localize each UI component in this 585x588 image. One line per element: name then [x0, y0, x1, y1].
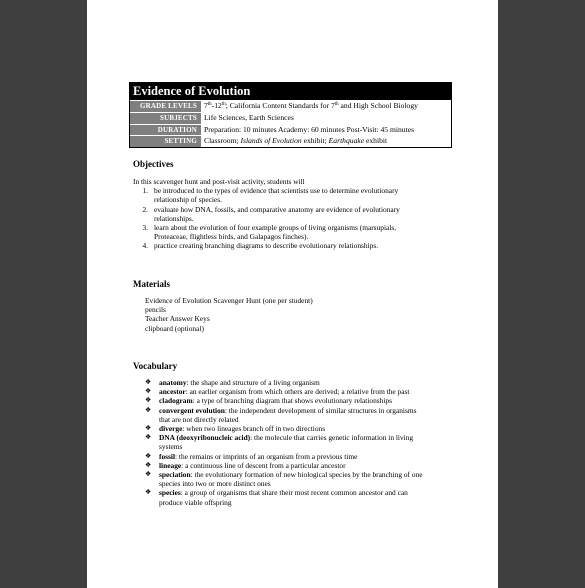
vocab-term: ancestor: [159, 387, 186, 397]
vocab-term: fossil: [159, 451, 176, 461]
objective-text: [154, 223, 396, 241]
vocab-line: produce viable offspring: [159, 497, 232, 507]
objective-number: 4.: [142, 241, 148, 251]
info-value: Classroom; Islands of Evolution exhibit; Earthquake exhibit: [204, 136, 388, 146]
document-page: [87, 0, 498, 588]
info-value: 7th-12th; California Content Standards for 7th and High School Biology: [204, 101, 418, 110]
vocab-item: [145, 433, 465, 451]
objective-text: [154, 205, 400, 223]
vocab-term: diverge: [159, 424, 183, 434]
objectives-section: [133, 177, 463, 251]
objectives-heading: Objectives: [133, 159, 174, 169]
vocab-line: lineage: a continuous line of descent from a particular ancestor: [159, 460, 346, 470]
vocab-item: [145, 470, 465, 488]
material-item: clipboard (optional): [145, 323, 204, 333]
vocab-line: species: a group of organisms that share their most recent common ancestor and can: [159, 488, 408, 498]
vocab-definition: [159, 488, 408, 506]
diamond-bullet-icon: ❖: [145, 378, 152, 386]
vocab-line: speciation: the evolutionary formation of new biological species by the branching of one: [159, 470, 423, 480]
objective-line: relationships.: [154, 213, 194, 223]
vocab-item: [145, 387, 465, 396]
materials-heading: Materials: [133, 279, 170, 289]
objective-line: be introduced to the types of evidence that scientists use to determine evolutionary: [154, 186, 399, 196]
vocab-definition: [159, 470, 423, 488]
diamond-bullet-icon: ❖: [145, 433, 152, 442]
vocab-definition: [159, 424, 325, 433]
lesson-info-table: [129, 82, 452, 148]
objective-number: 1.: [142, 186, 148, 196]
vocabulary-heading: Vocabulary: [133, 361, 178, 371]
vocab-line: diverge: when two lineages branch off in two directions: [159, 424, 326, 434]
vocab-definition: [159, 433, 413, 451]
vocab-item: [145, 378, 465, 387]
vocab-term: DNA (deoxyribonucleic acid): [159, 433, 251, 443]
diamond-bullet-icon: ❖: [145, 405, 152, 414]
vocab-item: [145, 424, 465, 433]
vocab-item: [145, 406, 465, 424]
info-label: SUBJECTS: [130, 112, 201, 124]
objective-text: [154, 186, 398, 204]
vocab-term: speciation: [159, 470, 191, 480]
vocab-line: cladogram: a type of branching diagram that shows evolutionary relationships: [159, 396, 392, 406]
vocab-item: [145, 461, 465, 470]
material-item: pencils: [145, 305, 166, 315]
objective-line: relationship of species.: [154, 195, 222, 205]
info-row-grade-levels: [130, 100, 451, 112]
vocab-definition: [159, 406, 416, 424]
material-item: Teacher Answer Keys: [145, 314, 210, 324]
vocab-definition: [159, 461, 346, 470]
vocab-term: cladogram: [159, 396, 193, 406]
diamond-bullet-icon: ❖: [145, 460, 152, 469]
diamond-bullet-icon: ❖: [145, 387, 152, 396]
objective-line: learn about the evolution of four example groups of living organisms (marsupials,: [154, 223, 397, 233]
vocab-line: ancestor: an earlier organism from which others are derived; a relative from the past: [159, 387, 410, 397]
vocab-term: lineage: [159, 460, 182, 470]
diamond-bullet-icon: ❖: [145, 451, 152, 460]
objective-item: [133, 186, 463, 204]
vocab-line: fossil: the remains or imprints of an organism from a previous time: [159, 451, 358, 461]
objective-item: [133, 223, 463, 241]
materials-list: [145, 296, 445, 333]
vocab-line: convergent evolution: the independent development of similar structures in organisms: [159, 405, 417, 415]
info-row-subjects: [130, 112, 451, 124]
diamond-bullet-icon: ❖: [145, 488, 152, 497]
objective-number: 2.: [142, 204, 148, 214]
objective-line: Proteaceae, flightless birds, and Galapagos finches).: [154, 232, 309, 242]
info-label: SETTING: [130, 135, 201, 147]
vocab-term: convergent evolution: [159, 405, 225, 415]
objective-text: [154, 241, 378, 250]
vocab-line: that are not directly related: [159, 414, 239, 424]
info-value: Preparation: 10 minutes Academy: 60 minutes Post-Visit: 45 minutes: [204, 124, 415, 134]
objective-item: [133, 205, 463, 223]
vocab-definition: [159, 452, 357, 461]
vocab-definition: [159, 396, 392, 405]
diamond-bullet-icon: ❖: [145, 470, 152, 479]
vocabulary-list: [145, 378, 465, 507]
info-label: DURATION: [130, 124, 201, 136]
vocab-line: species into two or more distinct ones: [159, 479, 271, 489]
vocab-line: DNA (deoxyribonucleic acid): the molecule that carries genetic information in living: [159, 433, 414, 443]
info-row-setting: [130, 135, 451, 147]
objective-line: evaluate how DNA, fossils, and comparative anatomy are evidence of evolutionary: [154, 204, 400, 214]
objectives-intro: In this scavenger hunt and post-visit activity, students will: [133, 177, 305, 186]
objective-number: 3.: [142, 223, 148, 233]
vocab-line: anatomy: the shape and structure of a living organism: [159, 378, 320, 387]
vocab-line: systems: [159, 442, 183, 452]
vocab-item: [145, 396, 465, 405]
vocab-term: anatomy: [159, 378, 187, 387]
vocab-definition: [159, 387, 409, 396]
info-value: Life Sciences, Earth Sciences: [204, 112, 294, 122]
vocab-item: [145, 488, 465, 506]
vocab-term: species: [159, 488, 181, 498]
vocab-definition: [159, 378, 320, 387]
objective-line: practice creating branching diagrams to describe evolutionary relationships.: [154, 241, 379, 251]
diamond-bullet-icon: ❖: [145, 424, 152, 433]
info-label: GRADE LEVELS: [130, 100, 201, 112]
objective-item: [133, 241, 463, 250]
diamond-bullet-icon: ❖: [145, 396, 152, 405]
info-row-duration: [130, 124, 451, 136]
lesson-title: Evidence of Evolution: [130, 83, 451, 100]
vocab-item: [145, 452, 465, 461]
material-item: Evidence of Evolution Scavenger Hunt (one per student): [145, 296, 313, 305]
